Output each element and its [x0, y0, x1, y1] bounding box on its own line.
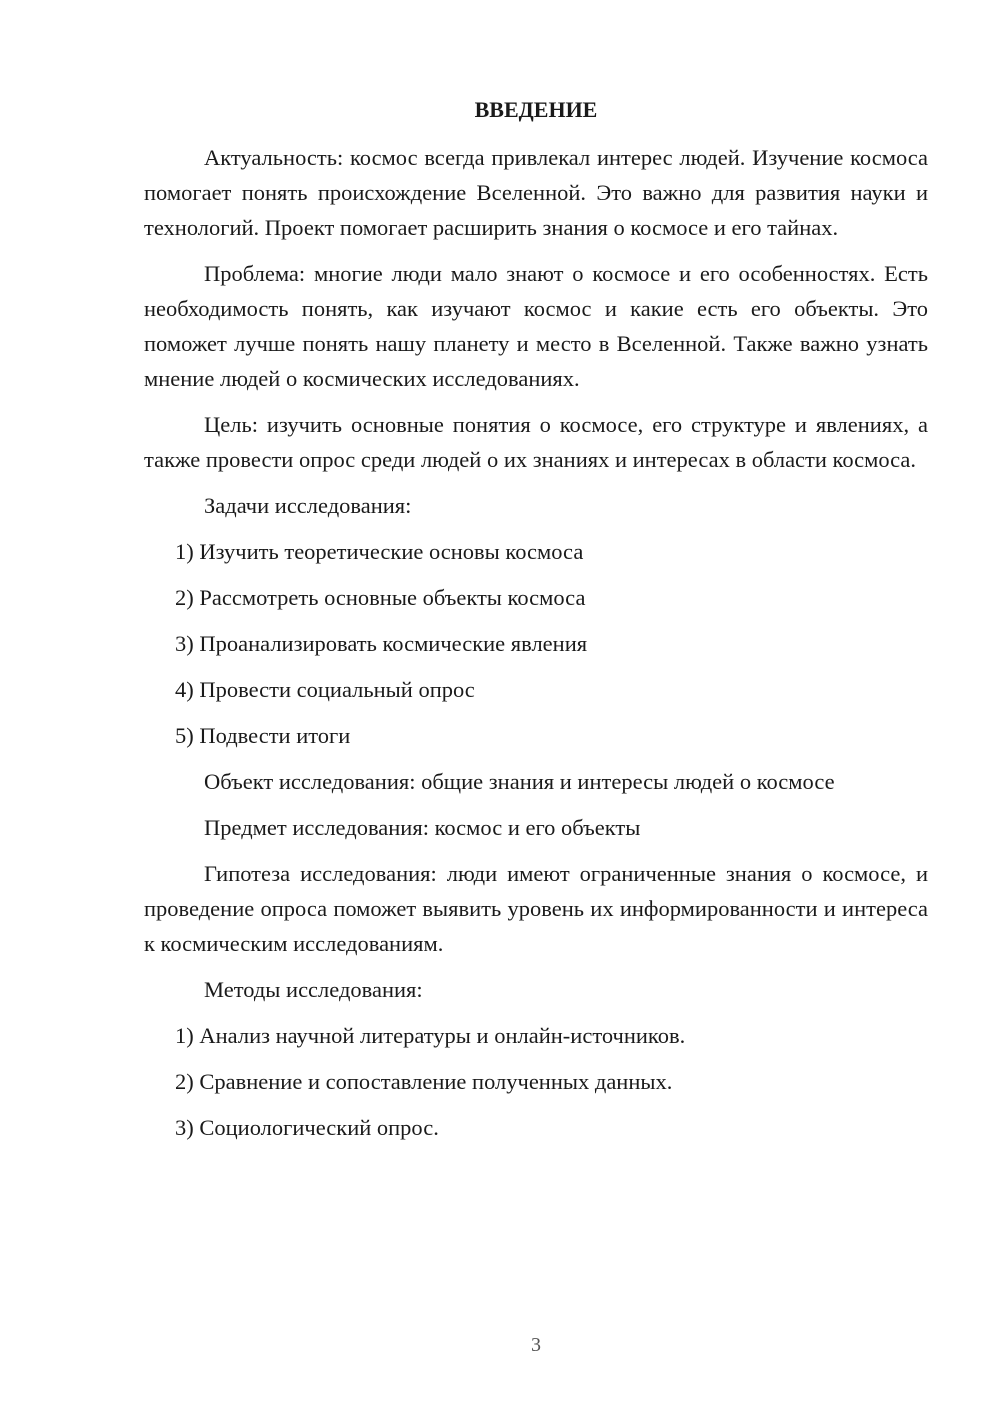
list-item: 2) Сравнение и сопоставление полученных данных.	[175, 1069, 673, 1094]
list-item: 1) Анализ научной литературы и онлайн-источников.	[175, 1023, 686, 1048]
methods-heading: Методы исследования:	[204, 977, 423, 1002]
list-item: 5) Подвести итоги	[175, 723, 351, 748]
list-item: 3) Социологический опрос.	[175, 1115, 439, 1140]
hypothesis-paragraph: Гипотеза исследования: люди имеют ограниченные знания о космосе, и проведение опроса поможет выявить уровень их информированности и интереса к космическим исследованиям.	[144, 861, 928, 956]
goal-paragraph: Цель: изучить основные понятия о космосе, его структуре и явлениях, а также провести опрос среди людей о их знаниях и интересах в области космоса.	[144, 412, 928, 472]
list-item: 1) Изучить теоретические основы космоса	[175, 539, 584, 564]
list-item: 2) Рассмотреть основные объекты космоса	[175, 585, 586, 610]
document-page	[144, 94, 928, 1156]
problem-paragraph: Проблема: многие люди мало знают о космосе и его особенностях. Есть необходимость понять, как изучают космос и какие есть его объекты. Это поможет лучше понять нашу планету и место в Вселенной. Также важно узнать мнение людей о космических исследованиях.	[144, 261, 928, 391]
list-item: 3) Проанализировать космические явления	[175, 631, 588, 656]
methods-list	[144, 1018, 928, 1145]
research-object: Объект исследования: общие знания и интересы людей о космосе	[204, 769, 835, 794]
tasks-heading: Задачи исследования:	[204, 493, 412, 518]
relevance-paragraph: Актуальность: космос всегда привлекал интерес людей. Изучение космоса помогает понять происхождение Вселенной. Это важно для развития науки и технологий. Проект помогает расширить знания о космосе и его тайнах.	[144, 145, 928, 240]
page-number: 3	[531, 1334, 541, 1356]
list-item: 4) Провести социальный опрос	[175, 677, 475, 702]
tasks-list	[144, 534, 928, 753]
research-subject: Предмет исследования: космос и его объекты	[204, 815, 641, 840]
section-title: ВВЕДЕНИЕ	[474, 97, 598, 122]
